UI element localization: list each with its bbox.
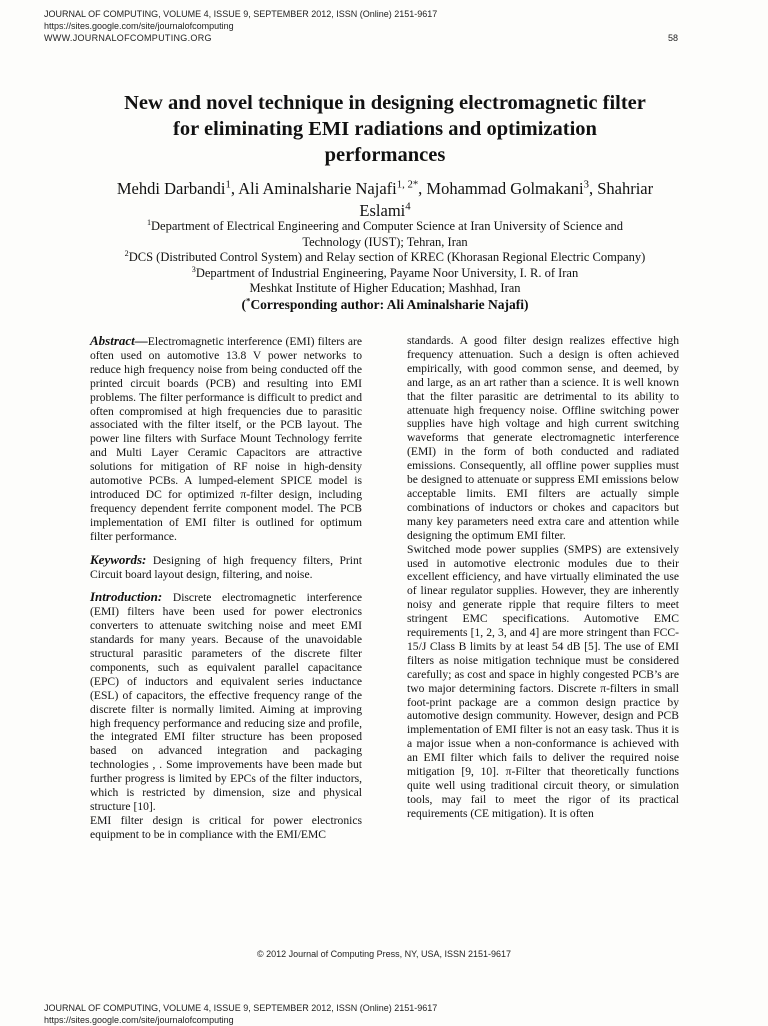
author-name: Ali Aminalsharie Najafi <box>238 179 397 198</box>
copyright-notice: © 2012 Journal of Computing Press, NY, USA, ISSN 2151-9617 <box>256 949 512 959</box>
introduction-label: Introduction: <box>90 589 163 605</box>
keywords <box>90 553 362 582</box>
author-name: Shahriar <box>597 179 654 198</box>
author-affiliation-mark: 1 <box>225 178 231 191</box>
journal-header: JOURNAL OF COMPUTING, VOLUME 4, ISSUE 9, SEPTEMBER 2012, ISSN (Online) 2151-9617 <box>44 9 438 19</box>
author-affiliation-mark: 1, 2* <box>396 178 419 191</box>
author-name: Mehdi Darbandi <box>116 179 226 198</box>
corresponding-author <box>60 297 710 313</box>
journal-site: WWW.JOURNALOFCOMPUTING.ORG <box>44 33 212 43</box>
affiliation-mark: 2 <box>124 249 129 259</box>
title-line: for eliminating EMI radiations and optimization <box>173 118 597 140</box>
corr-paren: ( <box>241 296 247 312</box>
affiliation-text: Technology (IUST); Tehran, Iran <box>302 234 468 249</box>
body-paragraph: Switched mode power supplies (SMPS) are extensively used in automotive electronic modules due to their excellent efficiency, and have virtually eliminated the use of linear regulator supplies. However, they are inherently noisy and generate ripple that require filters to meet stringent EMC specifications. Automotive EMC requirements [1, 2, 3, and 4] are more stringent than FCC-15/J Class B limits by at least 54 dB [5]. The use of EMI filters as noise mitigation technique must be considered carefully; as cost and space in highly congested PCB’s are two major determining factors. Discrete π-filters in small foot-print package are a common design practice by automotive design community. However, design and PCB implementation of EMI filter is not an easy task. Thus it is a major issue when a non-conformance is achieved with an EMI filter which fails to deliver the required noise mitigation [9, 10]. π-Filter that theoretically functions quite well using traditional circuit theory, or simulation tools, may fail to meet the rigor of its practical requirements (CE mitigation). It is often <box>407 542 679 820</box>
corr-mark: * <box>246 295 251 306</box>
affiliation <box>60 219 710 235</box>
introduction-text: Discrete electromagnetic interference (EMI) filters have been used for power electronics converters to attenuate switching noise and meet EMI standards for many years. Because of the unavoidable structural parasitic parameters of the discrete filter components, such as equivalent parallel capacitance (EPC) of inductors and equivalent series inductance (ESL) of capacitors, the effective frequency range of the discrete filter is normally limited. Aiming at improving high frequency performance and reducing size and profile, the integrated EMI filter structure has been proposed based on advanced integration and packaging technologies , . Some improvements have been made but further progress is limited by EPCs of the filter inductors, which is restricted by dimension, size and physical structure [10]. <box>90 591 362 813</box>
next-page-journal-header: JOURNAL OF COMPUTING, VOLUME 4, ISSUE 9, SEPTEMBER 2012, ISSN (Online) 2151-9617 <box>44 1003 438 1013</box>
author-name: Eslami <box>359 201 406 220</box>
affiliation-text: Meshkat Institute of Higher Education; Mashhad, Iran <box>249 281 521 296</box>
affiliation-mark: 3 <box>191 264 196 274</box>
keywords-text: Designing of high frequency filters, Print Circuit board layout design, filtering, and noise. <box>90 553 362 581</box>
title-line: performances <box>324 144 446 166</box>
affiliation-text: Department of Electrical Engineering and Computer Science at Iran University of Science and <box>151 219 624 233</box>
affiliation-mark: 1 <box>146 217 151 227</box>
author-name: Mohammad Golmakani <box>426 179 584 198</box>
corr-text: Corresponding author: Ali Aminalsharie Najafi) <box>250 296 529 312</box>
affiliations <box>60 219 710 313</box>
affiliation <box>60 250 710 266</box>
introduction-paragraph: EMI filter design is critical for power electronics equipment to be in compliance with the EMI/EMC <box>90 813 362 841</box>
journal-url: https://sites.google.com/site/journalofcomputing <box>44 21 234 31</box>
body-paragraph: standards. A good filter design realizes effective high frequency attenuation. Such a design is often achieved empirically, with good common sense, and deemed, by and large, as an art rather than a science. It is well known that the filter parasitic are detrimental to its ability to attenuate high frequency noise. Offline switching power supplies have high voltage and high current switching waveforms that generate electromagnetic interference (EMI) in the form of both conducted and radiated emissions. Consequently, all offline power supplies must be designed to attenuate or suppress EMI emissions below acceptable limits. EMI filters are actually simple combinations of inductors or chokes and capacitors but many key parameters need extra care and attention while designing the optimum EMI filter. <box>407 334 679 542</box>
left-column <box>90 334 362 842</box>
author-affiliation-mark: 4 <box>405 200 411 213</box>
affiliation-text: Department of Industrial Engineering, Payame Noor University, I. R. of Iran <box>195 265 579 280</box>
affiliation-text: DCS (Distributed Control System) and Relay section of KREC (Khorasan Regional Electric Company) <box>128 250 646 265</box>
paper-title <box>40 90 730 168</box>
introduction <box>90 590 362 814</box>
right-column <box>407 334 679 821</box>
abstract-text: Electromagnetic interference (EMI) filters are often used on automotive 13.8 V power networks to reduce high frequency noise from being conducted off the printed circuit boards (PCB) and resulting into EMI problems. The filter performance is difficult to predict and often compromised at high frequencies due to parasitic associated with the filter itself, or the PCB layout. The power line filters with Surface Mount Technology ferrite and Multi Layer Ceramic Capacitors are attractive solutions for mitigation of RF noise in high-density automotive PCBs. A lumped-element SPICE model is introduced DC for optimized π-filter design, including frequency dependent ferrite component model. The PCB implementation of EMI filter is outlined for optimum filter performance. <box>90 335 362 543</box>
author-list: Mehdi Darbandi$^1$, Ali Aminalsharie Najafi$^{1, 2*}$, Mohammad Golmakani$^3$, Shahriar Eslami$^4$ <box>116 178 654 220</box>
next-page-journal-url: https://sites.google.com/site/journalofcomputing <box>44 1015 234 1025</box>
abstract <box>90 334 362 544</box>
author-affiliation-mark: 3 <box>583 178 589 191</box>
title-line: New and novel technique in designing electromagnetic filter <box>124 92 646 114</box>
affiliation <box>60 266 710 282</box>
keywords-label: Keywords: <box>90 551 147 567</box>
page-number: 58 <box>667 33 678 43</box>
abstract-label: Abstract— <box>90 333 148 348</box>
